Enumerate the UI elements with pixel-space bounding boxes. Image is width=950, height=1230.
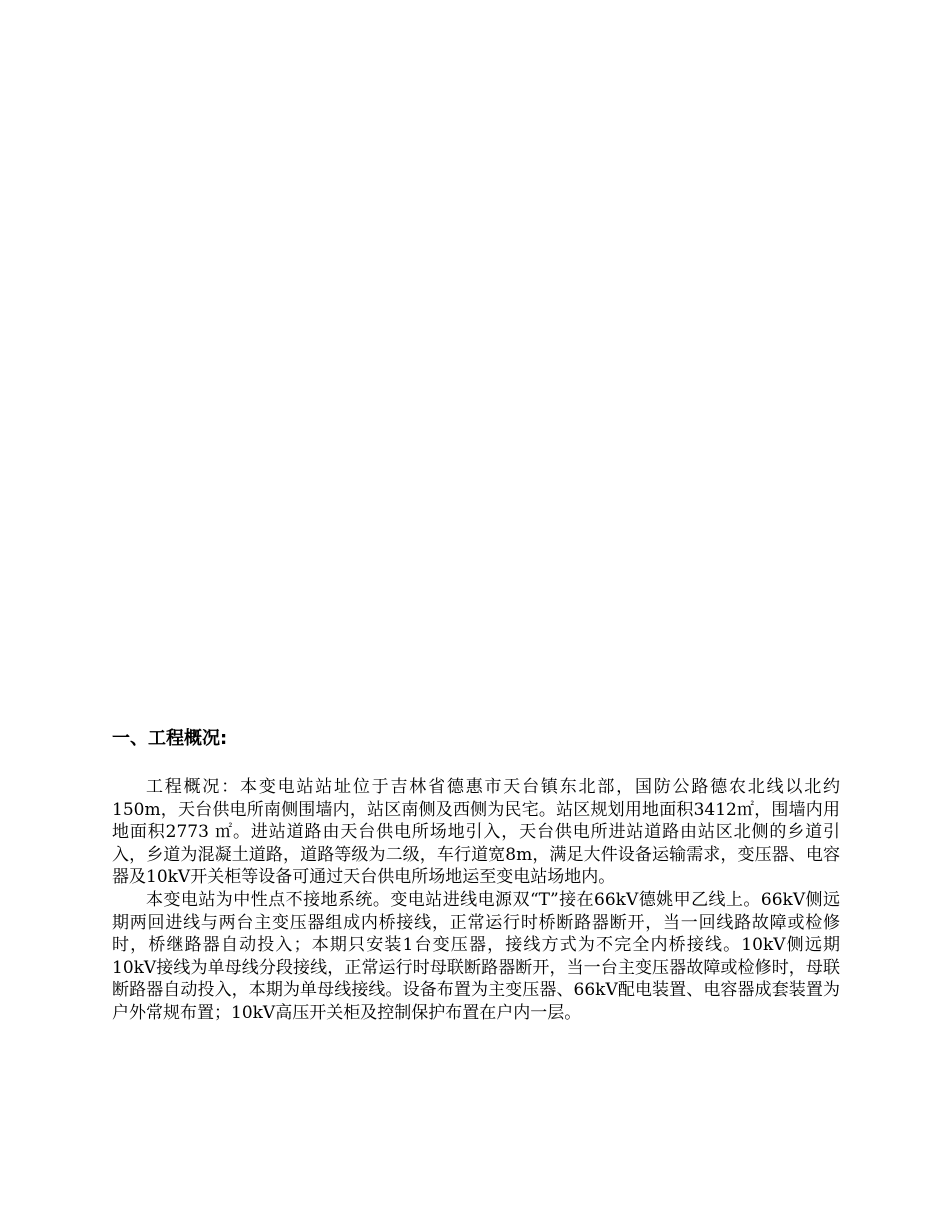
section-heading: 一、工程概况: bbox=[112, 728, 228, 749]
body-text bbox=[112, 776, 840, 1025]
paragraph-electrical-system: 本变电站为中性点不接地系统。变电站进线电源双“T”接在66kV德姚甲乙线上。66kV侧远期两回进线与两台主变压器组成内桥接线，正常运行时桥断路器断开，当一回线路故障或检修时，桥继路器自动投入；本期只安装1台变压器，接线方式为不完全内桥接线。10kV侧远期10kV接线为单母线分段接线，正常运行时母联断路器断开，当一台主变压器故障或检修时，母联断路器自动投入，本期为单母线接线。设备布置为主变压器、66kV配电装置、电容器成套装置为户外常规布置；10kV高压开关柜及控制保护布置在户内一层。 bbox=[112, 889, 840, 1023]
paragraph-project-overview: 工程概况：本变电站站址位于吉林省德惠市天台镇东北部，国防公路德农北线以北约150m，天台供电所南侧围墙内，站区南侧及西侧为民宅。站区规划用地面积3412㎡，围墙内用地面积2773 ㎡。进站道路由天台供电所场地引入，天台供电所进站道路由站区北侧的乡道引入，乡道为混凝土道路，道路等级为二级，车行道宽8m，满足大件设备运输需求，变压器、电容器及10kV开关柜等设备可通过天台供电所场地运至变电站场地内。 bbox=[112, 777, 840, 888]
